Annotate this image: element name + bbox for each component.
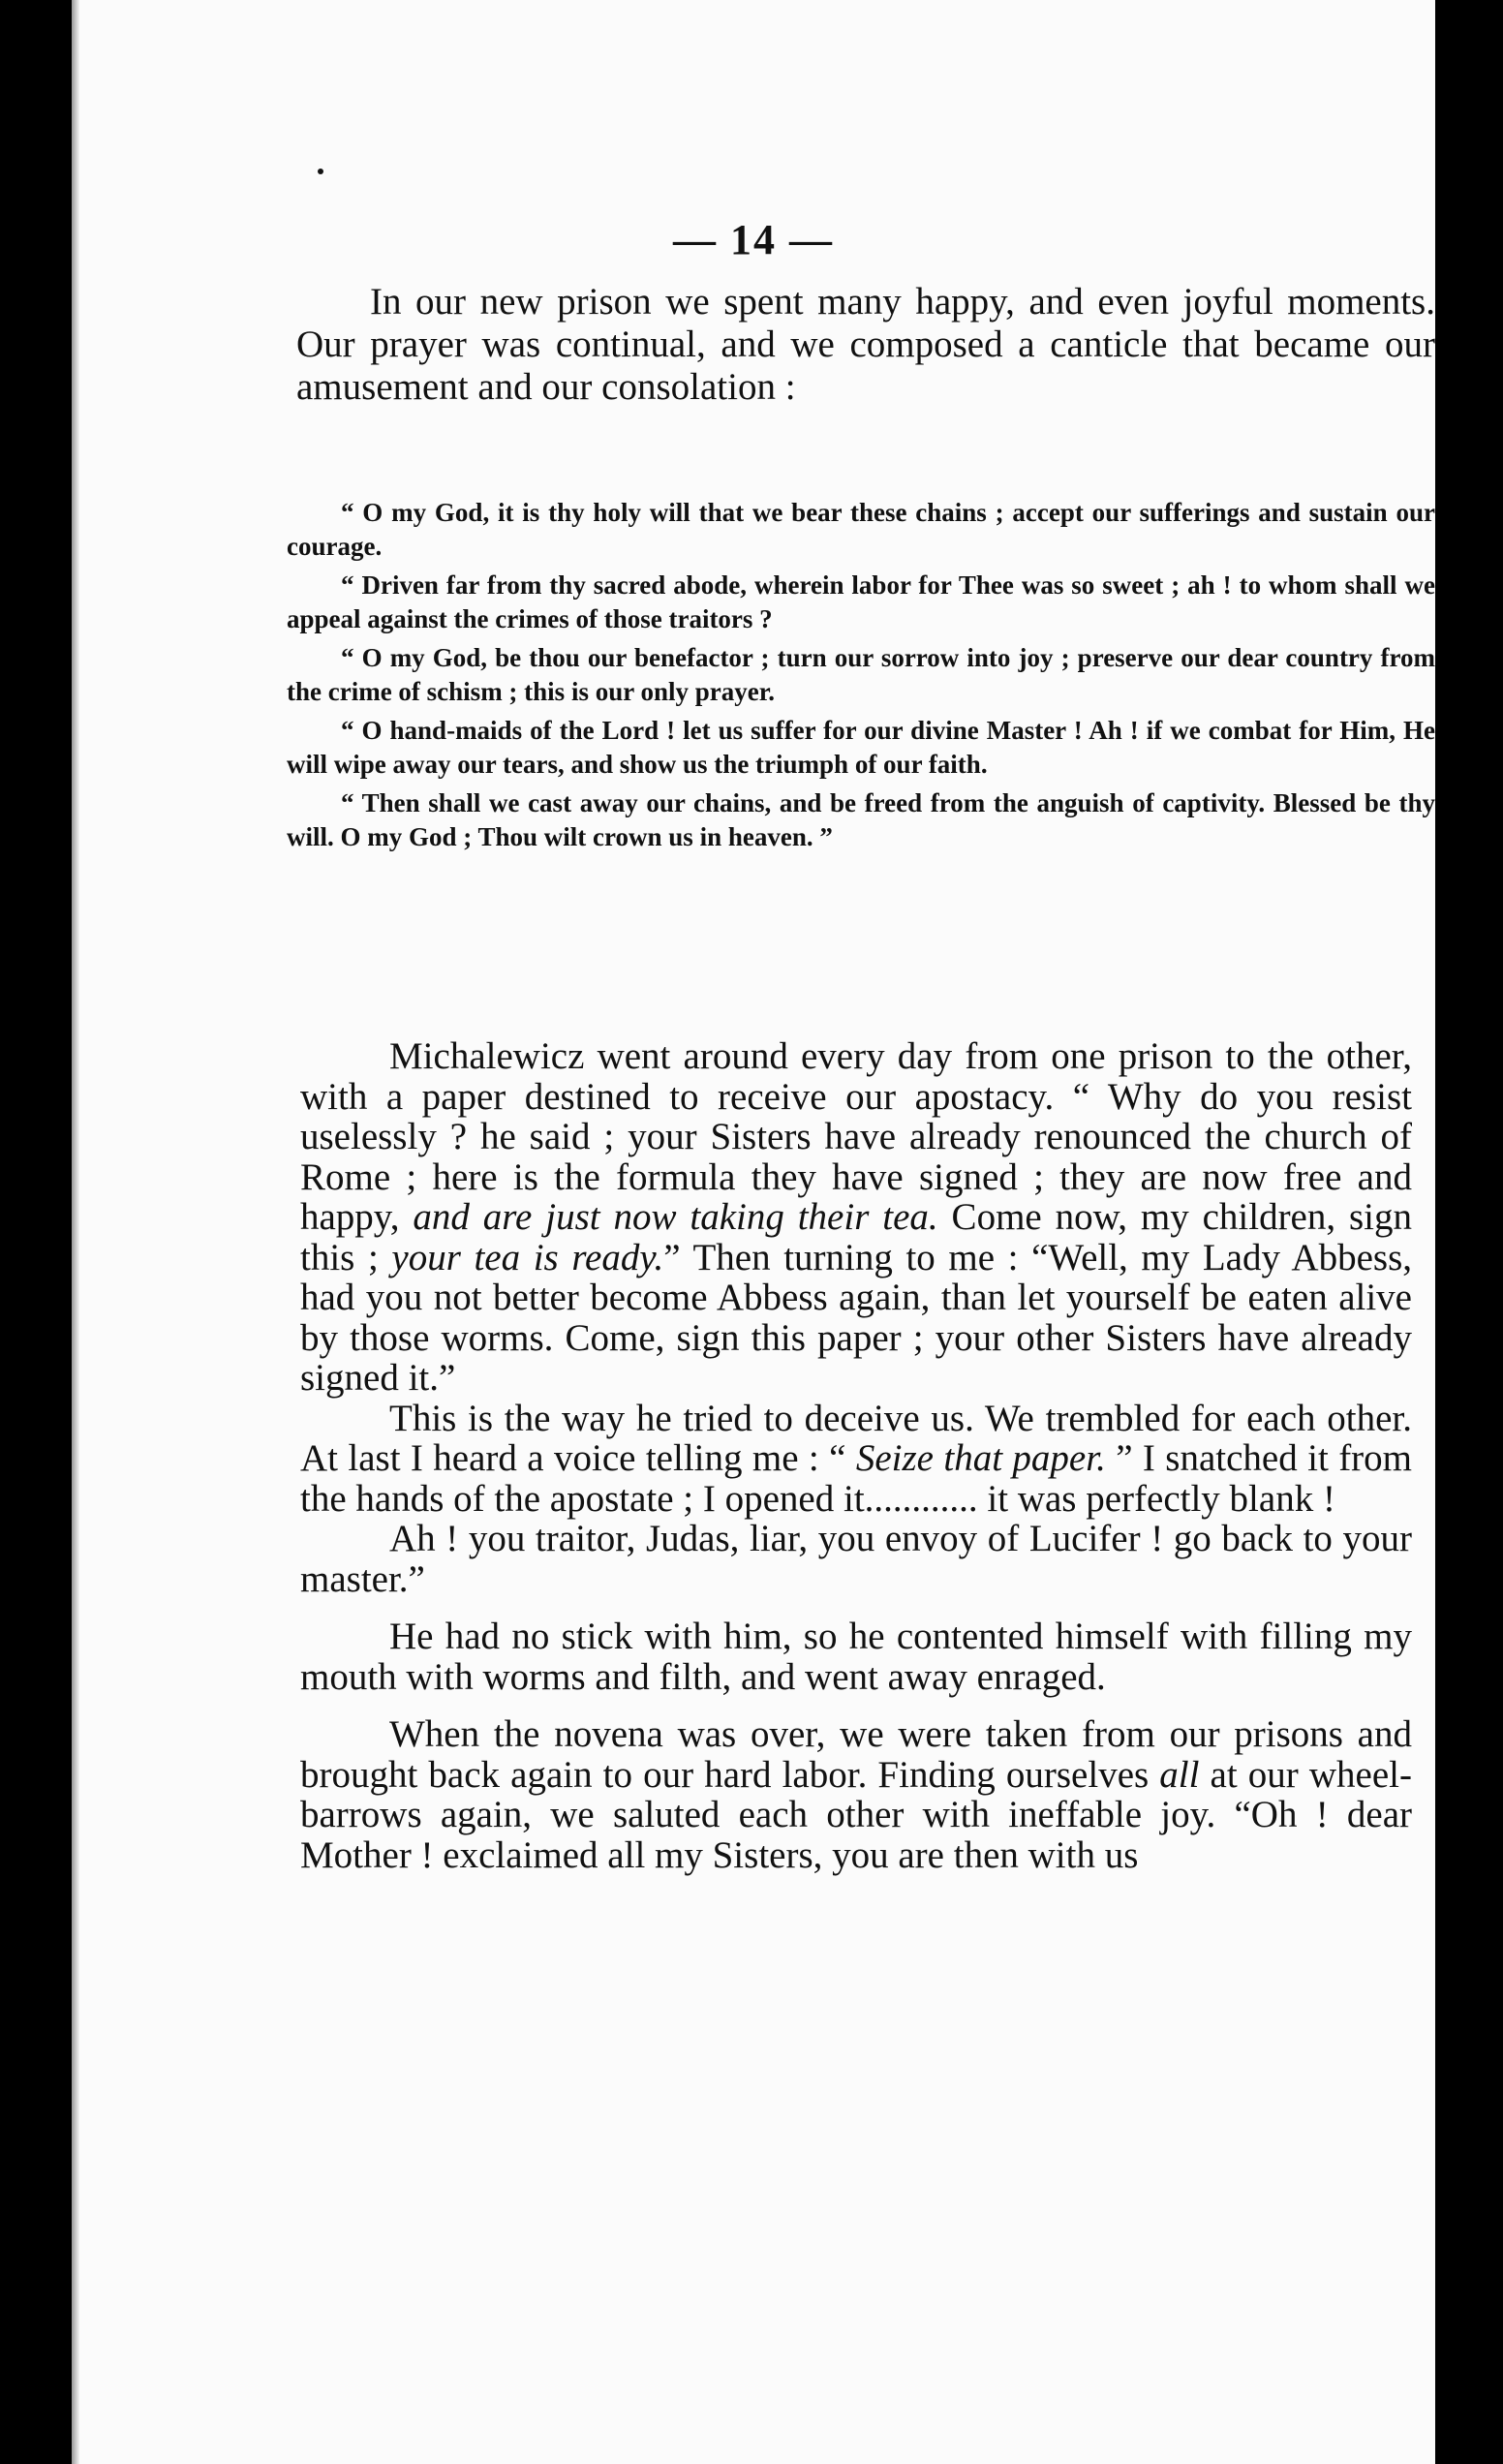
canticle-verse-5: “ Then shall we cast away our chains, and be freed from the anguish of captivity. Blessed be thy will. O my God ; Thou wilt crown us in heaven. ” [287, 788, 1435, 851]
canticle-verse-3: “ O my God, be thou our benefactor ; turn our sorrow into joy ; preserve our dear country from the crime of schism ; this is our only prayer. [287, 643, 1435, 706]
page-gutter-shadow [72, 0, 79, 2464]
narrative-paragraph-1: Michalewicz went around every day from one prison to the other, with a paper destined to receive our apostacy. “ Why do you resist uselessly ? he said ; your Sisters have already renounced the church of Rome ; here is the formula they have signed ; they are now free and happy, and are just now taking their tea. Come now, my children, sign this ; your tea is ready.” Then turning to me : “Well, my Lady Abbess, had you not better become Abbess again, than let yourself be eaten alive by those worms. Come, sign this paper ; your other Sisters have already signed it.” [300, 1035, 1413, 1399]
narrative [300, 1036, 1412, 1875]
scan-right-border [1435, 0, 1503, 2464]
italic-phrase: your tea is ready. [391, 1236, 664, 1278]
narrative-paragraph-2: This is the way he tried to deceive us. We trembled for each other. At last I heard a voice telling me : “ Seize that paper. ” I snatched it from the hands of the apostate ; I opened it............ it was perfectly blank ! [300, 1397, 1412, 1520]
book-page [72, 0, 1435, 2464]
canticle [287, 496, 1435, 859]
canticle-verse-4: “ O hand-maids of the Lord ! let us suffer for our divine Master ! Ah ! if we combat for Him, He will wipe away our tears, and show us the triumph of our faith. [287, 716, 1435, 779]
scan-left-border [0, 0, 72, 2464]
canticle-verse-1: “ O my God, it is thy holy will that we bear these chains ; accept our sufferings and sustain our courage. [287, 498, 1435, 561]
italic-phrase: all [1159, 1753, 1200, 1796]
page-number: — 14 — [673, 216, 834, 263]
italic-phrase: and are just now taking their tea. [413, 1196, 938, 1238]
italic-phrase: Seize that paper. [855, 1437, 1106, 1479]
narrative-paragraph-5: When the novena was over, we were taken from our prisons and brought back again to our hard labor. Finding ourselves all at our wheel-barrows again, we saluted each other with ineffable joy. “Oh ! dear Mother ! exclaimed all my Sisters, you are then with us [300, 1713, 1412, 1876]
narrative-paragraph-3: Ah ! you traitor, Judas, liar, you envoy of Lucifer ! go back to your master.” [300, 1518, 1412, 1600]
intro-paragraph: In our new prison we spent many happy, and even joyful moments. Our prayer was continual, and we composed a canticle that became our amusement and our consolation : [296, 281, 1435, 408]
narrative-paragraph-4: He had no stick with him, so he contented himself with filling my mouth with worms and filth, and went away enraged. [300, 1616, 1412, 1698]
ink-speck [318, 169, 323, 174]
canticle-verse-2: “ Driven far from thy sacred abode, wherein labor for Thee was so sweet ; ah ! to whom shall we appeal against the crimes of those traitors ? [287, 570, 1435, 633]
